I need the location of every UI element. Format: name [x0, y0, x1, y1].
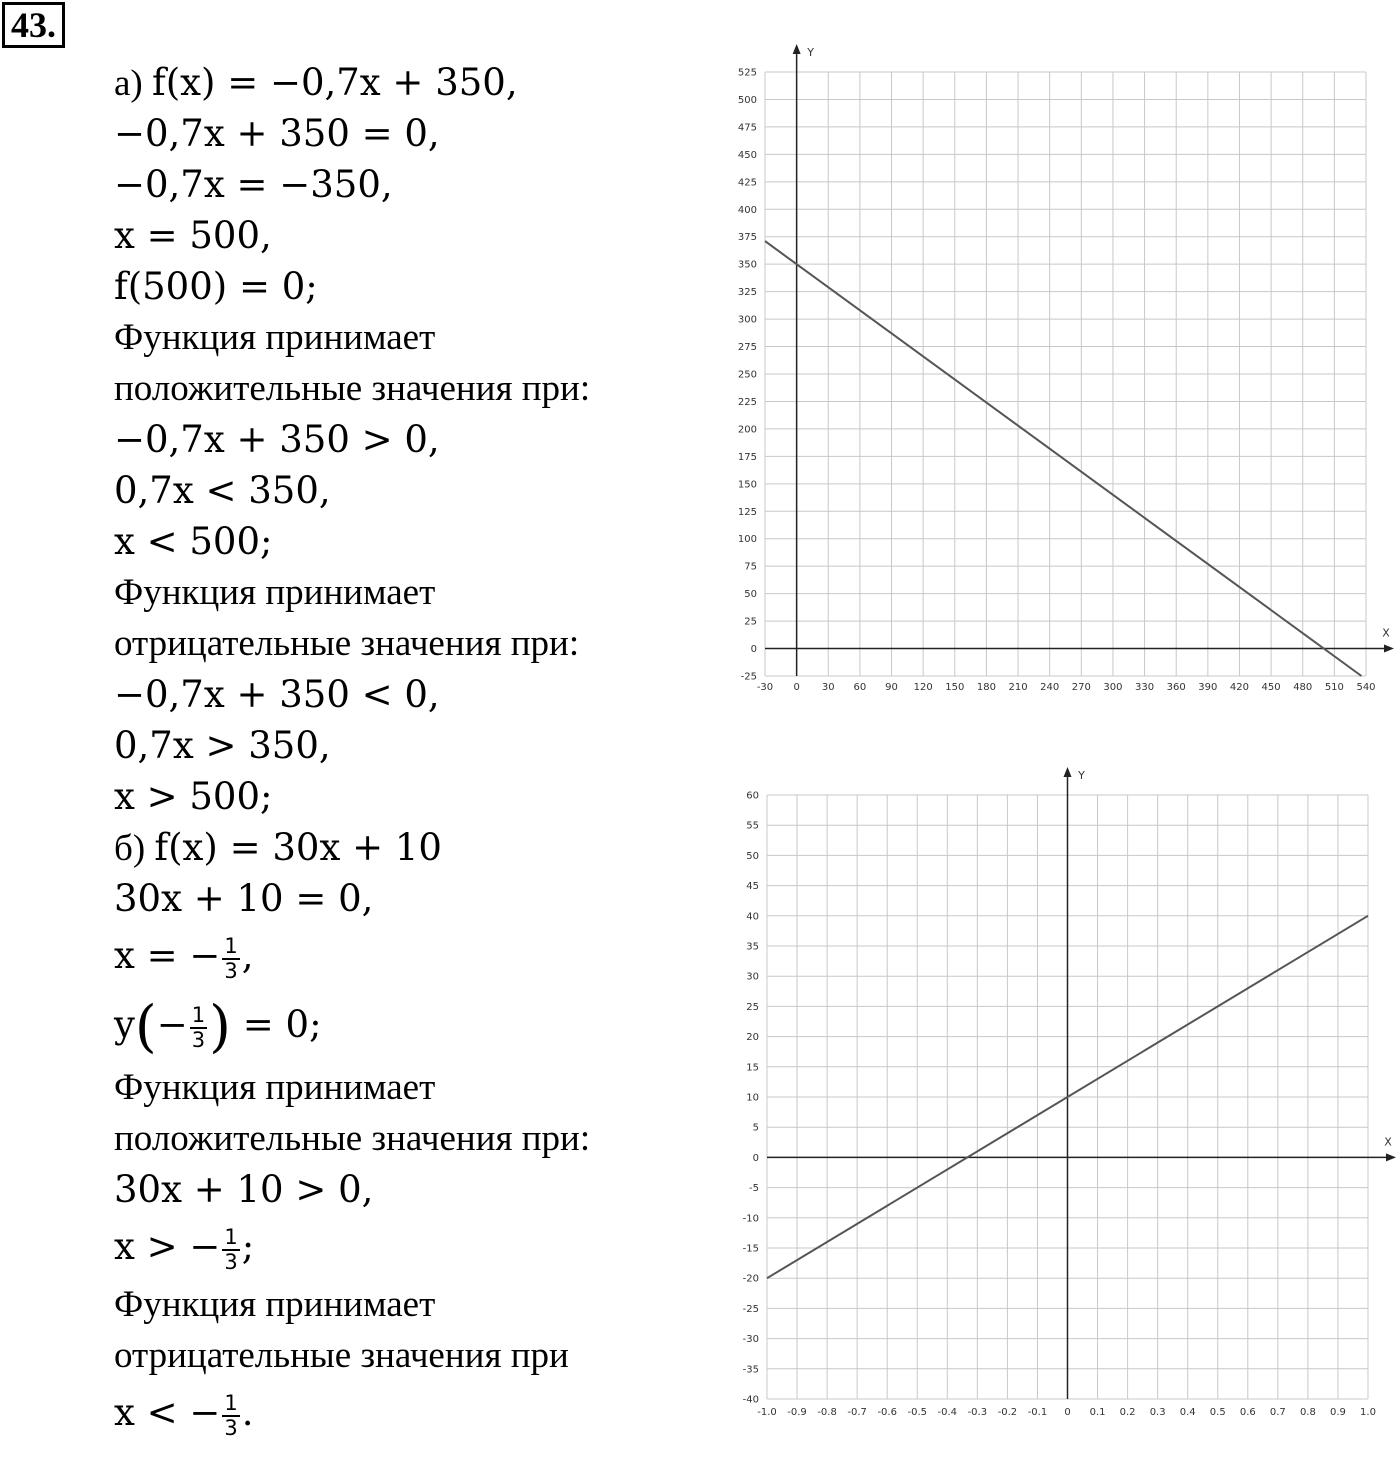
y-tick-label: 525	[737, 67, 757, 79]
y-tick-label: 450	[737, 149, 757, 161]
x-tick-label: -0.8	[817, 1407, 837, 1418]
solution-a-line-6: Функция принимает	[114, 317, 436, 358]
y-tick-label: 225	[737, 396, 757, 408]
solution-b-line-4-pre: y	[114, 1003, 135, 1046]
y-tick-label: 25	[744, 616, 757, 628]
fraction-one-third	[190, 1004, 207, 1052]
x-tick-label: -0.2	[997, 1407, 1018, 1418]
x-tick-label: -0.3	[967, 1407, 988, 1418]
solution-a-line-1	[114, 57, 704, 108]
y-tick-label: -25	[740, 671, 757, 683]
x-tick-label: 0.6	[1239, 1407, 1256, 1418]
solution-a-line-11: Функция принимает	[114, 572, 436, 613]
function-a-definition: f(x) = −0,7x + 350,	[152, 61, 518, 104]
y-tick-label: 40	[746, 911, 759, 923]
x-tick-label: 240	[1040, 682, 1060, 693]
y-tick-label: 150	[737, 479, 757, 491]
fraction-one-third	[222, 935, 239, 983]
part-a-label: а)	[114, 63, 152, 104]
x-tick-label: 360	[1166, 682, 1186, 693]
solution-a-line-14: 0,7x > 350,	[114, 724, 331, 767]
y-axis-label: Y	[807, 46, 814, 59]
fraction-numerator: 1	[224, 1390, 238, 1415]
x-tick-label: -1.0	[757, 1407, 777, 1418]
x-axis-label: X	[1382, 626, 1390, 640]
solution-b-line-6: положительные значения при:	[114, 1118, 591, 1159]
fraction-denominator: 3	[224, 958, 238, 983]
x-tick-label: 330	[1135, 682, 1155, 693]
fraction-one-third	[222, 1226, 239, 1274]
y-tick-label: 55	[746, 820, 759, 832]
y-tick-label: 400	[737, 204, 757, 216]
solution-b-line-8-post: ;	[241, 1225, 255, 1268]
x-tick-label: 90	[885, 682, 898, 693]
y-tick-label: 0	[752, 1152, 759, 1164]
x-tick-label: 420	[1229, 682, 1250, 693]
x-tick-label: 510	[1324, 682, 1344, 693]
y-tick-label: 375	[737, 232, 757, 244]
x-tick-label: 180	[976, 682, 996, 693]
solution-b-line-11-post: .	[241, 1391, 254, 1434]
x-axis-label: X	[1384, 1135, 1392, 1149]
y-tick-label: 500	[737, 94, 757, 106]
y-tick-label: 175	[737, 451, 757, 463]
solution-b-line-3-pre: x = −	[114, 934, 221, 977]
solution-a-line-2: −0,7x + 350 = 0,	[114, 112, 440, 155]
solution-b-line-8-pre: x > −	[114, 1225, 221, 1268]
solution-a-line-4: x = 500,	[114, 214, 272, 257]
solution-b-line-5: Функция принимает	[114, 1067, 436, 1108]
fraction-one-third	[222, 1392, 239, 1440]
x-tick-label: 30	[821, 682, 835, 693]
y-tick-label: 350	[737, 259, 757, 271]
y-tick-label: 75	[744, 561, 757, 573]
x-tick-label: 480	[1293, 682, 1313, 693]
y-axis-label: Y	[1078, 769, 1085, 782]
x-tick-label: 0	[793, 682, 800, 693]
function-b-definition: f(x) = 30x + 10	[154, 826, 442, 869]
close-paren: )	[209, 994, 232, 1060]
solution-b-line-3-post: ,	[241, 934, 254, 977]
y-tick-label: 25	[746, 1001, 759, 1013]
x-tick-label: 390	[1198, 682, 1218, 693]
solution-b-line-11	[114, 1381, 704, 1445]
fraction-denominator: 3	[224, 1415, 238, 1440]
y-axis-arrow	[1064, 767, 1072, 777]
solution-a-line-10: x < 500;	[114, 520, 273, 563]
y-tick-label: 475	[737, 122, 757, 134]
y-tick-label: -20	[742, 1273, 759, 1285]
solution-a-line-7: положительные значения при:	[114, 368, 591, 409]
fraction-denominator: 3	[191, 1027, 206, 1052]
solution-text	[114, 57, 704, 1445]
function-line	[765, 241, 1361, 676]
y-tick-label: 30	[746, 971, 759, 983]
y-tick-label: 35	[746, 941, 759, 953]
x-tick-label: 0.2	[1119, 1407, 1136, 1418]
x-tick-label: 300	[1103, 682, 1123, 693]
solution-b-line-1	[114, 822, 704, 873]
solution-b-line-3	[114, 924, 704, 988]
y-tick-label: 20	[746, 1032, 759, 1044]
fraction-denominator: 3	[224, 1249, 238, 1274]
y-tick-label: 50	[744, 589, 757, 601]
y-tick-label: 300	[737, 314, 757, 326]
y-tick-label: 0	[750, 644, 757, 656]
y-tick-label: 50	[746, 850, 759, 862]
x-tick-label: -0.9	[787, 1407, 807, 1418]
solution-a-line-8: −0,7x + 350 > 0,	[114, 418, 440, 461]
y-tick-label: -40	[742, 1394, 759, 1406]
y-tick-label: 60	[746, 790, 759, 802]
solution-b-line-7: 30x + 10 > 0,	[114, 1168, 374, 1211]
y-tick-label: 200	[737, 424, 757, 436]
solution-b-line-9: Функция принимает	[114, 1284, 436, 1325]
x-tick-label: 60	[853, 682, 867, 693]
y-tick-label: -25	[742, 1303, 759, 1315]
y-tick-label: 10	[746, 1092, 759, 1104]
y-tick-label: -10	[742, 1213, 759, 1225]
y-tick-label: -5	[749, 1183, 759, 1195]
y-tick-label: 45	[746, 881, 759, 893]
x-tick-label: 210	[1008, 682, 1028, 693]
solution-b-line-2: 30x + 10 = 0,	[114, 877, 374, 920]
solution-a-line-12: отрицательные значения при:	[114, 623, 580, 664]
solution-b-line-10: отрицательные значения при	[114, 1335, 569, 1376]
solution-a-line-3: −0,7x = −350,	[114, 163, 393, 206]
x-tick-label: 270	[1071, 682, 1091, 693]
x-tick-label: 0.7	[1269, 1407, 1286, 1418]
x-tick-label: -0.7	[847, 1407, 867, 1418]
x-tick-label: 0.1	[1089, 1407, 1106, 1418]
x-axis-arrow	[1386, 1153, 1396, 1161]
x-tick-label: -0.4	[937, 1407, 958, 1418]
solution-a-line-15: x > 500;	[114, 775, 273, 818]
x-axis-arrow	[1384, 645, 1394, 653]
x-tick-label: 120	[913, 682, 933, 693]
fraction-numerator: 1	[224, 1224, 238, 1249]
solution-b-line-4-post: = 0;	[231, 1003, 322, 1046]
solution-a-line-5: f(500) = 0;	[114, 265, 318, 308]
x-tick-label: 0.8	[1299, 1407, 1316, 1418]
x-tick-label: 1.0	[1360, 1407, 1376, 1418]
y-tick-label: 125	[737, 506, 757, 518]
x-tick-label: 0.5	[1209, 1407, 1226, 1418]
x-tick-label: 150	[945, 682, 965, 693]
x-tick-label: 0	[1064, 1407, 1071, 1418]
solution-a-line-9: 0,7x < 350,	[114, 469, 331, 512]
y-tick-label: -15	[742, 1243, 759, 1255]
part-b-label: б)	[114, 828, 155, 869]
solution-b-line-4	[114, 988, 704, 1062]
x-tick-label: 0.4	[1179, 1407, 1196, 1418]
x-tick-label: -30	[756, 682, 774, 693]
x-tick-label: -0.6	[877, 1407, 897, 1418]
x-tick-label: -0.5	[907, 1407, 928, 1418]
chart-b	[730, 765, 1400, 1430]
chart-a	[730, 40, 1400, 710]
x-tick-label: 0.3	[1149, 1407, 1166, 1418]
solution-b-line-4-minus: −	[156, 1003, 188, 1046]
y-tick-label: 275	[737, 342, 757, 354]
y-tick-label: 250	[737, 369, 757, 381]
y-tick-label: 15	[746, 1062, 759, 1074]
fraction-numerator: 1	[224, 933, 238, 958]
solution-b-line-11-pre: x < −	[114, 1391, 221, 1434]
x-tick-label: 450	[1261, 682, 1281, 693]
y-tick-label: 425	[737, 177, 757, 189]
x-tick-label: -0.1	[1027, 1407, 1048, 1418]
y-tick-label: -35	[742, 1364, 759, 1376]
y-tick-label: -30	[742, 1334, 759, 1346]
x-tick-label: 540	[1356, 682, 1376, 693]
open-paren: (	[134, 994, 157, 1060]
solution-b-line-8	[114, 1215, 704, 1279]
y-tick-label: 100	[737, 534, 757, 546]
fraction-numerator: 1	[191, 1002, 206, 1027]
x-tick-label: 0.9	[1329, 1407, 1346, 1418]
y-axis-arrow	[793, 44, 801, 54]
y-tick-label: 5	[752, 1122, 759, 1134]
problem-number: 43.	[2, 2, 65, 48]
y-tick-label: 325	[737, 287, 757, 299]
solution-a-line-13: −0,7x + 350 < 0,	[114, 673, 440, 716]
